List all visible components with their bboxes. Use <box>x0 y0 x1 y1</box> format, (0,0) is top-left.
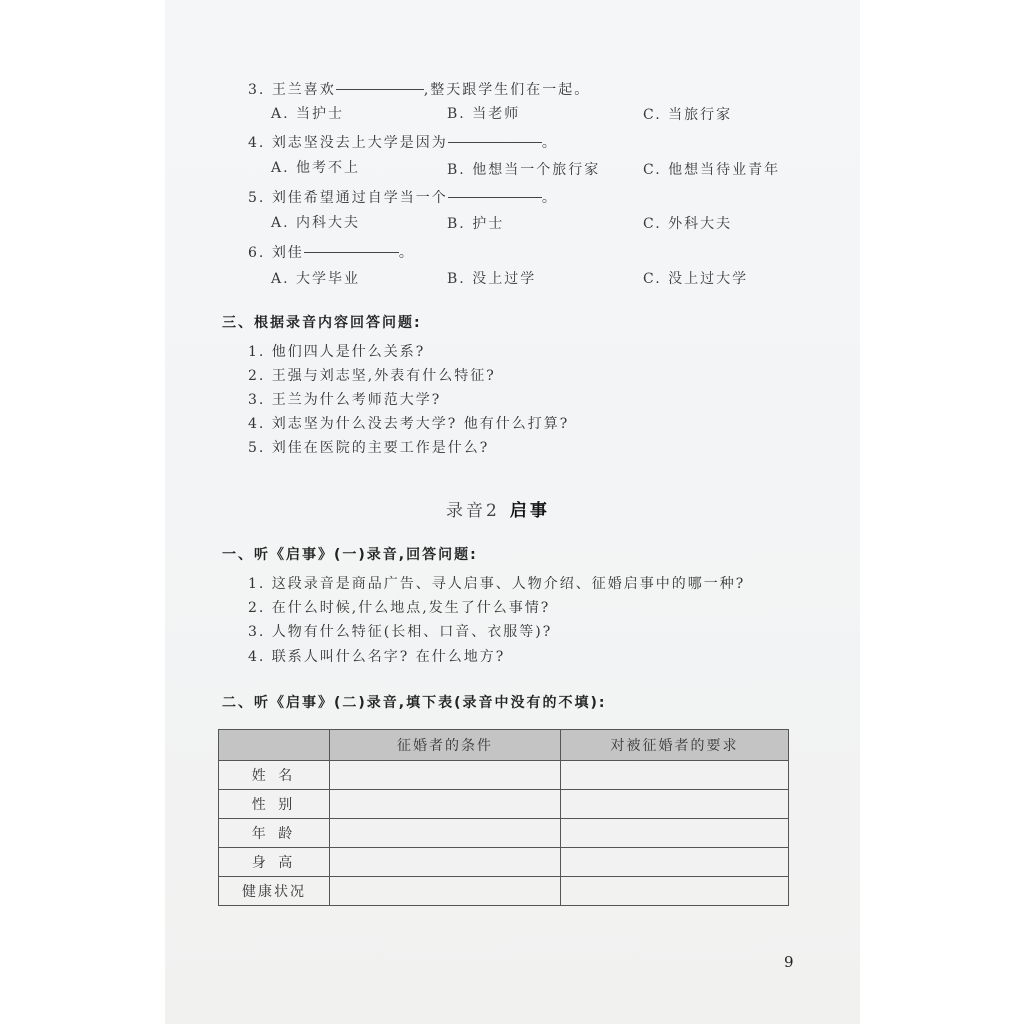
option-b: B. 护士 <box>447 216 505 232</box>
section-3-question: 5. 刘佳在医院的主要工作是什么? <box>248 440 490 456</box>
row-label: 年 龄 <box>219 819 330 848</box>
option-c: C. 外科大夫 <box>643 216 733 232</box>
question-3: 3. 王兰喜欢 ,整天跟学生们在一起。 <box>248 79 590 99</box>
fill-in-table <box>218 729 789 906</box>
question-4: 4. 刘志坚没去上大学是因为 。 <box>248 132 558 152</box>
row-label: 姓 名 <box>219 761 330 790</box>
table-row <box>219 848 789 877</box>
option-b: B. 他想当一个旅行家 <box>447 162 601 178</box>
answer-blank[interactable] <box>448 187 542 198</box>
answer-cell[interactable] <box>561 848 789 877</box>
answer-cell[interactable] <box>561 877 789 906</box>
table-row <box>219 790 789 819</box>
section-3-question: 2. 王强与刘志坚,外表有什么特征? <box>248 368 496 384</box>
header-cell-applicant-conditions: 征婚者的条件 <box>330 730 561 761</box>
answer-blank[interactable] <box>336 79 424 90</box>
section-3-question: 1. 他们四人是什么关系? <box>248 344 426 360</box>
answer-cell[interactable] <box>330 761 561 790</box>
table-row <box>219 877 789 906</box>
chapter-title <box>446 496 550 521</box>
section-3-question: 3. 王兰为什么考师范大学? <box>248 392 442 408</box>
option-b: B. 当老师 <box>447 106 521 122</box>
option-c: C. 没上过大学 <box>643 271 749 287</box>
table-row <box>219 761 789 790</box>
section-3-question: 4. 刘志坚为什么没去考大学? 他有什么打算? <box>248 416 570 432</box>
table-row <box>219 819 789 848</box>
row-label: 身 高 <box>219 848 330 877</box>
option-a: A. 内科大夫 <box>271 215 361 231</box>
question-6: 6. 刘佳 。 <box>248 242 415 262</box>
section-a-question: 3. 人物有什么特征(长相、口音、衣服等)? <box>248 624 553 640</box>
option-c: C. 当旅行家 <box>643 107 733 123</box>
question-5: 5. 刘佳希望通过自学当一个 。 <box>248 187 558 207</box>
option-c: C. 他想当待业青年 <box>643 162 781 178</box>
section-a-question: 1. 这段录音是商品广告、寻人启事、人物介绍、征婚启事中的哪一种? <box>248 576 746 592</box>
answer-cell[interactable] <box>561 790 789 819</box>
answer-cell[interactable] <box>330 819 561 848</box>
answer-cell[interactable] <box>330 877 561 906</box>
answer-cell[interactable] <box>561 819 789 848</box>
chapter-prefix: 录音2 <box>446 501 500 521</box>
option-a: A. 大学毕业 <box>271 271 361 287</box>
row-label: 健康状况 <box>219 877 330 906</box>
answer-cell[interactable] <box>561 761 789 790</box>
row-label: 性 别 <box>219 790 330 819</box>
page-number: 9 <box>784 953 794 971</box>
table-header-row <box>219 730 789 761</box>
option-b: B. 没上过学 <box>447 271 537 287</box>
section-a-heading: 一、听《启事》(一)录音,回答问题: <box>222 547 478 563</box>
section-a-question: 4. 联系人叫什么名字? 在什么地方? <box>248 649 506 665</box>
answer-blank[interactable] <box>448 132 542 143</box>
header-cell-empty <box>219 730 330 761</box>
answer-blank[interactable] <box>304 242 399 253</box>
answer-cell[interactable] <box>330 790 561 819</box>
option-a: A. 他考不上 <box>271 160 361 176</box>
answer-cell[interactable] <box>330 848 561 877</box>
option-a: A. 当护士 <box>271 106 345 122</box>
section-b-heading: 二、听《启事》(二)录音,填下表(录音中没有的不填): <box>222 695 607 711</box>
header-cell-partner-requirements: 对被征婚者的要求 <box>561 730 789 761</box>
section-a-question: 2. 在什么时候,什么地点,发生了什么事情? <box>248 600 551 616</box>
section-3-heading: 三、根据录音内容回答问题: <box>222 315 422 331</box>
chapter-name: 启事 <box>509 501 550 521</box>
